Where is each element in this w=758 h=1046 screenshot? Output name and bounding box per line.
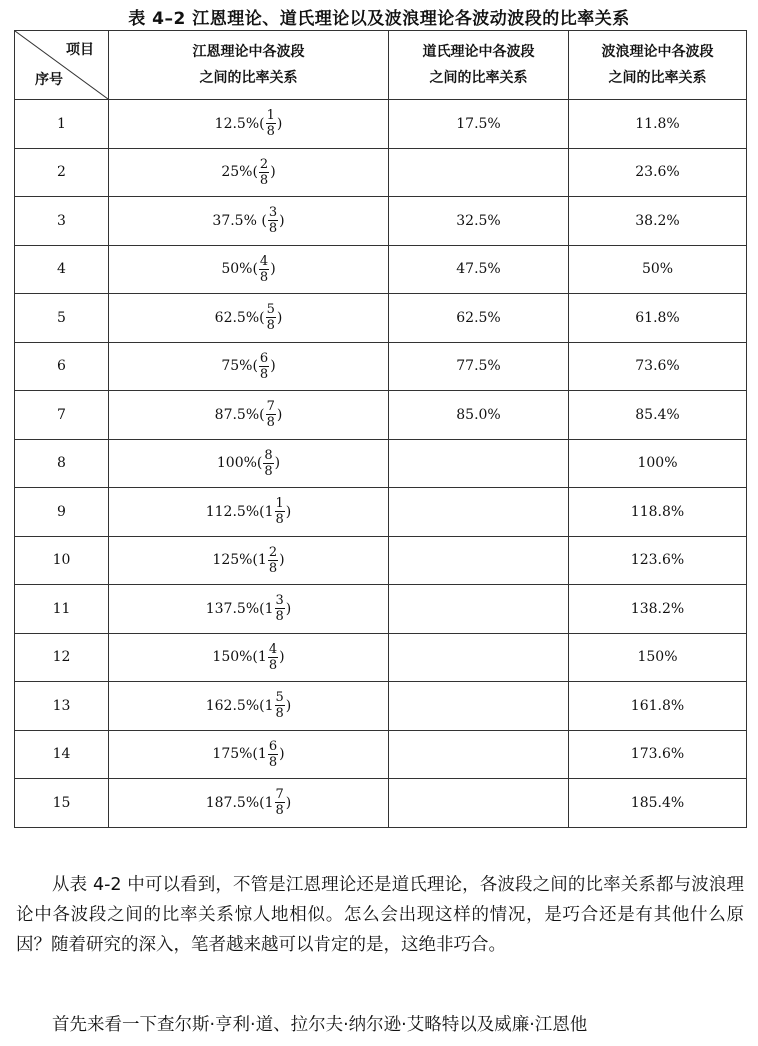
table-row: [15, 585, 747, 634]
wave-ratio-cell: 11.8%: [569, 100, 747, 149]
fraction-numerator: 2: [268, 544, 278, 560]
dow-ratio-cell: 17.5%: [389, 100, 569, 149]
dow-ratio-cell: [389, 148, 569, 197]
header-diagonal-cell: [15, 31, 109, 100]
gann-ratio-cell: [109, 730, 389, 779]
header-dow-line2: 之间的比率关系: [429, 70, 528, 86]
table-row: [15, 100, 747, 149]
dow-ratio-cell: [389, 585, 569, 634]
close-paren: ): [270, 261, 276, 278]
gann-ratio-cell: [109, 779, 389, 828]
table-row: [15, 294, 747, 343]
row-index: 14: [15, 730, 109, 779]
gann-percent: 162.5%(: [205, 697, 265, 714]
fraction: [268, 205, 278, 236]
gann-percent: 112.5%(: [205, 503, 265, 520]
dow-ratio-cell: [389, 779, 569, 828]
dow-ratio-cell: 77.5%: [389, 342, 569, 391]
close-paren: ): [279, 552, 285, 569]
dow-ratio-cell: [389, 682, 569, 731]
fraction-denominator: 8: [266, 124, 275, 140]
fraction-numerator: 4: [259, 253, 269, 269]
header-item-label: 项目: [66, 42, 94, 58]
close-paren: ): [279, 746, 285, 763]
fraction: [268, 739, 278, 770]
row-index: 1: [15, 100, 109, 149]
gann-percent: 175%(: [212, 746, 258, 763]
row-index: 6: [15, 342, 109, 391]
fraction-denominator: 8: [268, 221, 278, 237]
dow-ratio-cell: 32.5%: [389, 197, 569, 246]
wave-ratio-cell: 123.6%: [569, 536, 747, 585]
fraction-numerator: 7: [275, 787, 284, 803]
body-paragraph-1: 从表 4-2 中可以看到，不管是江恩理论还是道氏理论，各波段之间的比率关系都与波浪理论中各波段之间的比率关系惊人地相似。怎么会出现这样的情况，是巧合还是有其他什么原因？随着研究的深入，笔者越来越可以肯定的是，这绝非巧合。: [16, 875, 744, 955]
fraction: [259, 157, 269, 188]
gann-ratio-cell: [109, 294, 389, 343]
fraction-numerator: 5: [266, 302, 275, 318]
gann-ratio-cell: [109, 100, 389, 149]
fraction: [268, 642, 278, 673]
fraction-numerator: 3: [268, 205, 278, 221]
dow-ratio-cell: 47.5%: [389, 245, 569, 294]
fraction-numerator: 5: [275, 690, 284, 706]
header-wave-line1: 波浪理论中各波段: [601, 44, 714, 60]
close-paren: ): [279, 212, 285, 229]
close-paren: ): [276, 406, 283, 423]
wave-ratio-cell: 61.8%: [569, 294, 747, 343]
row-index: 7: [15, 391, 109, 440]
gann-ratio-cell: [109, 197, 389, 246]
fraction-denominator: 8: [268, 754, 278, 770]
dow-ratio-cell: [389, 536, 569, 585]
fraction-denominator: 8: [275, 512, 284, 528]
table-row: [15, 391, 747, 440]
fraction: [268, 545, 278, 576]
fraction-numerator: 8: [264, 447, 273, 463]
wave-ratio-cell: 150%: [569, 633, 747, 682]
close-paren: ): [279, 649, 285, 666]
fraction-whole: 1: [264, 600, 274, 617]
wave-ratio-cell: 185.4%: [569, 779, 747, 828]
fraction-whole: 1: [264, 503, 274, 520]
gann-percent: 50%(: [221, 261, 258, 278]
header-wave-line2: 之间的比率关系: [608, 70, 707, 86]
fraction-denominator: 8: [266, 415, 275, 431]
fraction-denominator: 8: [259, 366, 269, 382]
fraction-whole: 1: [257, 649, 267, 666]
gann-ratio-cell: [109, 585, 389, 634]
row-index: 4: [15, 245, 109, 294]
table-row: [15, 197, 747, 246]
fraction-whole: 1: [264, 794, 274, 811]
table-row: [15, 245, 747, 294]
gann-percent: 150%(: [212, 649, 258, 666]
fraction: [259, 351, 269, 382]
table-row: [15, 682, 747, 731]
dow-ratio-cell: 62.5%: [389, 294, 569, 343]
wave-ratio-cell: 38.2%: [569, 197, 747, 246]
fraction-numerator: 2: [259, 156, 269, 172]
wave-ratio-cell: 23.6%: [569, 148, 747, 197]
fraction-denominator: 8: [259, 172, 269, 188]
fraction-numerator: 6: [259, 350, 269, 366]
close-paren: ): [276, 309, 283, 326]
wave-ratio-cell: 118.8%: [569, 488, 747, 537]
gann-percent: 25%(: [221, 164, 258, 181]
fraction: [263, 448, 273, 479]
header-wave: [569, 31, 747, 100]
table-row: [15, 779, 747, 828]
gann-percent: 137.5%(: [205, 600, 265, 617]
row-index: 11: [15, 585, 109, 634]
close-paren: ): [274, 455, 281, 472]
fraction-denominator: 8: [264, 463, 273, 479]
table-row: [15, 439, 747, 488]
table-caption: 表 4–2 江恩理论、道氏理论以及波浪理论各波动波段的比率关系: [128, 9, 630, 29]
dow-ratio-cell: [389, 730, 569, 779]
header-gann: [109, 31, 389, 100]
dow-ratio-cell: [389, 633, 569, 682]
wave-ratio-cell: 138.2%: [569, 585, 747, 634]
table-header-row: [15, 31, 747, 100]
fraction-numerator: 1: [275, 496, 284, 512]
gann-percent: 75%(: [221, 358, 258, 375]
table-row: [15, 536, 747, 585]
fraction: [266, 108, 276, 139]
fraction: [266, 302, 276, 333]
fraction: [259, 254, 269, 285]
dow-ratio-cell: [389, 488, 569, 537]
row-index: 12: [15, 633, 109, 682]
gann-percent: 87.5%(: [214, 406, 265, 423]
gann-percent: 100%(: [216, 455, 263, 472]
header-gann-line2: 之间的比率关系: [199, 70, 298, 86]
header-gann-line1: 江恩理论中各波段: [192, 44, 305, 60]
dow-ratio-cell: [389, 439, 569, 488]
fraction-numerator: 3: [275, 593, 284, 609]
row-index: 5: [15, 294, 109, 343]
row-index: 8: [15, 439, 109, 488]
fraction: [275, 593, 285, 624]
close-paren: ): [276, 115, 283, 132]
gann-ratio-cell: [109, 682, 389, 731]
header-dow: [389, 31, 569, 100]
dow-ratio-cell: 85.0%: [389, 391, 569, 440]
wave-ratio-cell: 100%: [569, 439, 747, 488]
row-index: 13: [15, 682, 109, 731]
fraction-denominator: 8: [275, 706, 284, 722]
table-row: [15, 730, 747, 779]
table-row: [15, 633, 747, 682]
fraction-whole: 1: [257, 746, 267, 763]
row-index: 9: [15, 488, 109, 537]
gann-ratio-cell: [109, 342, 389, 391]
fraction-numerator: 6: [268, 738, 278, 754]
wave-ratio-cell: 161.8%: [569, 682, 747, 731]
table-row: [15, 148, 747, 197]
gann-ratio-cell: [109, 391, 389, 440]
fraction-numerator: 7: [266, 399, 275, 415]
row-index: 10: [15, 536, 109, 585]
fraction-denominator: 8: [268, 560, 278, 576]
ratio-table: [14, 30, 747, 828]
row-index: 2: [15, 148, 109, 197]
gann-ratio-cell: [109, 633, 389, 682]
header-index-label: 序号: [35, 72, 63, 88]
gann-percent: 62.5%(: [214, 309, 265, 326]
wave-ratio-cell: 173.6%: [569, 730, 747, 779]
close-paren: ): [285, 794, 292, 811]
fraction-whole: 1: [264, 697, 274, 714]
gann-percent: 125%(: [212, 552, 258, 569]
header-dow-line1: 道氏理论中各波段: [422, 44, 535, 60]
fraction-numerator: 1: [266, 108, 275, 124]
fraction-denominator: 8: [275, 803, 284, 819]
close-paren: ): [285, 503, 292, 520]
table-row: [15, 342, 747, 391]
wave-ratio-cell: 85.4%: [569, 391, 747, 440]
table-row: [15, 488, 747, 537]
row-index: 15: [15, 779, 109, 828]
gann-ratio-cell: [109, 488, 389, 537]
gann-percent: 187.5%(: [205, 794, 265, 811]
fraction-denominator: 8: [259, 269, 269, 285]
row-index: 3: [15, 197, 109, 246]
close-paren: ): [270, 358, 276, 375]
wave-ratio-cell: 73.6%: [569, 342, 747, 391]
body-paragraph-2: 首先来看一下查尔斯·亨利·道、拉尔夫·纳尔逊·艾略特以及威廉·江恩他: [52, 1015, 588, 1035]
fraction-denominator: 8: [268, 657, 278, 673]
fraction-numerator: 4: [268, 641, 278, 657]
close-paren: ): [270, 164, 276, 181]
gann-percent: 12.5%(: [214, 115, 265, 132]
gann-ratio-cell: [109, 148, 389, 197]
fraction: [275, 690, 285, 721]
fraction: [275, 496, 285, 527]
gann-percent: 37.5% (: [212, 212, 267, 229]
fraction: [266, 399, 276, 430]
wave-ratio-cell: 50%: [569, 245, 747, 294]
fraction-denominator: 8: [275, 609, 284, 625]
fraction-whole: 1: [257, 552, 267, 569]
fraction: [275, 787, 285, 818]
gann-ratio-cell: [109, 439, 389, 488]
fraction-denominator: 8: [266, 318, 275, 334]
close-paren: ): [285, 600, 292, 617]
gann-ratio-cell: [109, 536, 389, 585]
close-paren: ): [285, 697, 292, 714]
gann-ratio-cell: [109, 245, 389, 294]
